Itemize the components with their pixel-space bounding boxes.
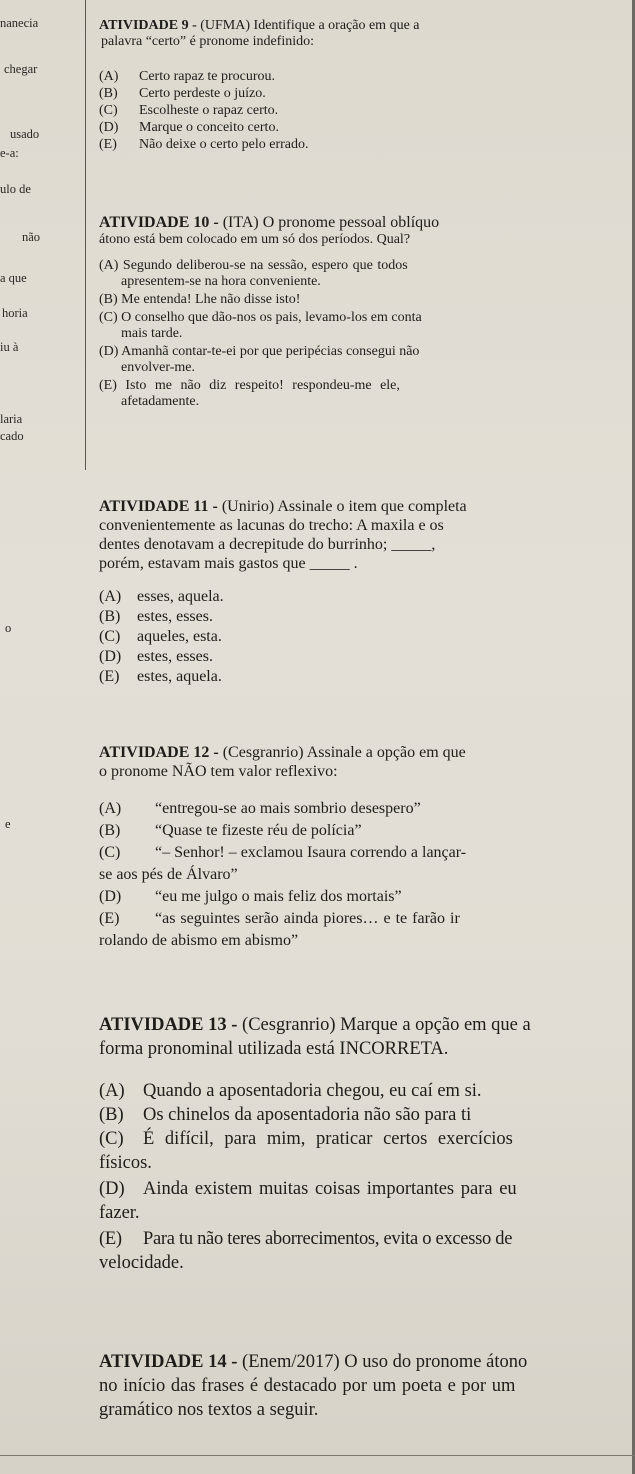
- left-fragment: ulo de: [0, 182, 31, 196]
- left-fragment: usado: [10, 127, 40, 141]
- option: (C) Escolheste o rapaz certo.: [99, 103, 279, 118]
- question-statement: (UFMA) Identifique a oração em que a: [200, 18, 420, 33]
- option: (C) É difícil, para mim, praticar certos exercícios físicos.: [99, 1129, 513, 1173]
- left-fragment: laria: [0, 412, 23, 426]
- option: (D) “eu me julgo o mais feliz dos mortais”: [99, 888, 402, 905]
- left-fragment: o: [5, 621, 12, 635]
- question-statement: convenientemente as lacunas do trecho: A maxila e os: [99, 517, 444, 534]
- question-statement: (ITA) O pronome pessoal oblíquo: [222, 214, 440, 231]
- option: (E) Isto me não diz respeito! respondeu-me ele, afetadamente.: [99, 378, 400, 409]
- option: (B) “Quase te fizeste réu de polícia”: [99, 822, 362, 839]
- option: (B) Certo perdeste o juízo.: [99, 86, 266, 101]
- question-10: [99, 213, 624, 410]
- left-fragment: iu à: [0, 340, 19, 354]
- question-statement: gramático nos textos a seguir.: [99, 1400, 319, 1420]
- option: (E) Para tu não teres aborrecimentos, evita o excesso de velocidade.: [99, 1229, 513, 1273]
- question-14: [99, 1350, 624, 1422]
- question-statement: o pronome NÃO tem valor reflexivo:: [99, 763, 338, 780]
- question-statement: no início das frases é destacado por um poeta e por um: [99, 1376, 516, 1396]
- option: (C) aqueles, esta.: [99, 628, 222, 645]
- option: (B) Me entenda! Lhe não disse isto!: [99, 292, 301, 307]
- left-fragment: a que: [0, 271, 27, 285]
- left-fragment: horia: [2, 306, 28, 320]
- left-fragment: cado: [0, 429, 24, 443]
- question-statement: (Cesgranrio) Assinale a opção em que: [222, 744, 466, 761]
- option: (E) estes, aquela.: [99, 668, 222, 685]
- left-fragment: e-a:: [0, 146, 19, 160]
- question-statement: porém, estavam mais gastos que _____ .: [99, 555, 358, 572]
- option: (A) “entregou-se ao mais sombrio desespero”: [99, 800, 421, 817]
- option: (E) Não deixe o certo pelo errado.: [99, 137, 309, 152]
- option: (E) “as seguintes serão ainda piores… e te farão ir rolando de abismo em abismo”: [99, 910, 460, 949]
- bottom-rule: [0, 1455, 635, 1456]
- option: (B) Os chinelos da aposentadoria não são para ti: [99, 1105, 472, 1125]
- option: (D) estes, esses.: [99, 648, 213, 665]
- left-fragment: e: [5, 817, 11, 831]
- question-statement: dentes denotavam a decrepitude do burrinho; _____,: [99, 536, 436, 553]
- option: (D) Amanhã contar-te-ei por que peripécias consegui não envolver-me.: [99, 344, 420, 375]
- question-9: [99, 18, 624, 153]
- question-title: ATIVIDADE 14 -: [99, 1352, 238, 1372]
- question-11: [99, 497, 624, 686]
- option: (A) esses, aquela.: [99, 588, 224, 605]
- question-statement: forma pronominal utilizada está INCORRETA.: [99, 1039, 449, 1059]
- option: (A) Segundo deliberou-se na sessão, espero que todos apresentem-se na hora conveniente.: [99, 258, 408, 289]
- left-fragment: não: [22, 230, 41, 244]
- left-fragment: nanecia: [0, 16, 39, 30]
- question-title: ATIVIDADE 12 -: [99, 744, 219, 761]
- option: (C) O conselho que dão-nos os pais, levamo-los em conta mais tarde.: [99, 310, 422, 341]
- column-divider: [85, 0, 86, 470]
- question-statement: (Enem/2017) O uso do pronome átono: [242, 1352, 528, 1372]
- question-statement: palavra “certo” é pronome indefinido:: [101, 34, 315, 49]
- option: (A) Certo rapaz te procurou.: [99, 69, 276, 84]
- option: (B) estes, esses.: [99, 608, 213, 625]
- option: (A) Quando a aposentadoria chegou, eu caí em si.: [99, 1081, 482, 1101]
- question-13: [99, 1013, 624, 1275]
- option: (D) Marque o conceito certo.: [99, 120, 279, 135]
- question-statement: (Unirio) Assinale o item que completa: [221, 498, 467, 515]
- option: (D) Ainda existem muitas coisas importantes para eu fazer.: [99, 1179, 517, 1223]
- question-title: ATIVIDADE 13 -: [99, 1015, 238, 1035]
- question-statement: átono está bem colocado em um só dos períodos. Qual?: [99, 232, 411, 247]
- question-title: ATIVIDADE 9 -: [99, 18, 197, 33]
- question-12: [99, 743, 624, 950]
- question-title: ATIVIDADE 10 -: [99, 214, 219, 231]
- option: (C) “– Senhor! – exclamou Isaura correndo a lançar- se aos pés de Álvaro”: [99, 844, 467, 883]
- question-title: ATIVIDADE 11 -: [99, 498, 218, 515]
- question-statement: (Cesgranrio) Marque a opção em que a: [242, 1015, 531, 1035]
- left-fragment: chegar: [4, 62, 38, 76]
